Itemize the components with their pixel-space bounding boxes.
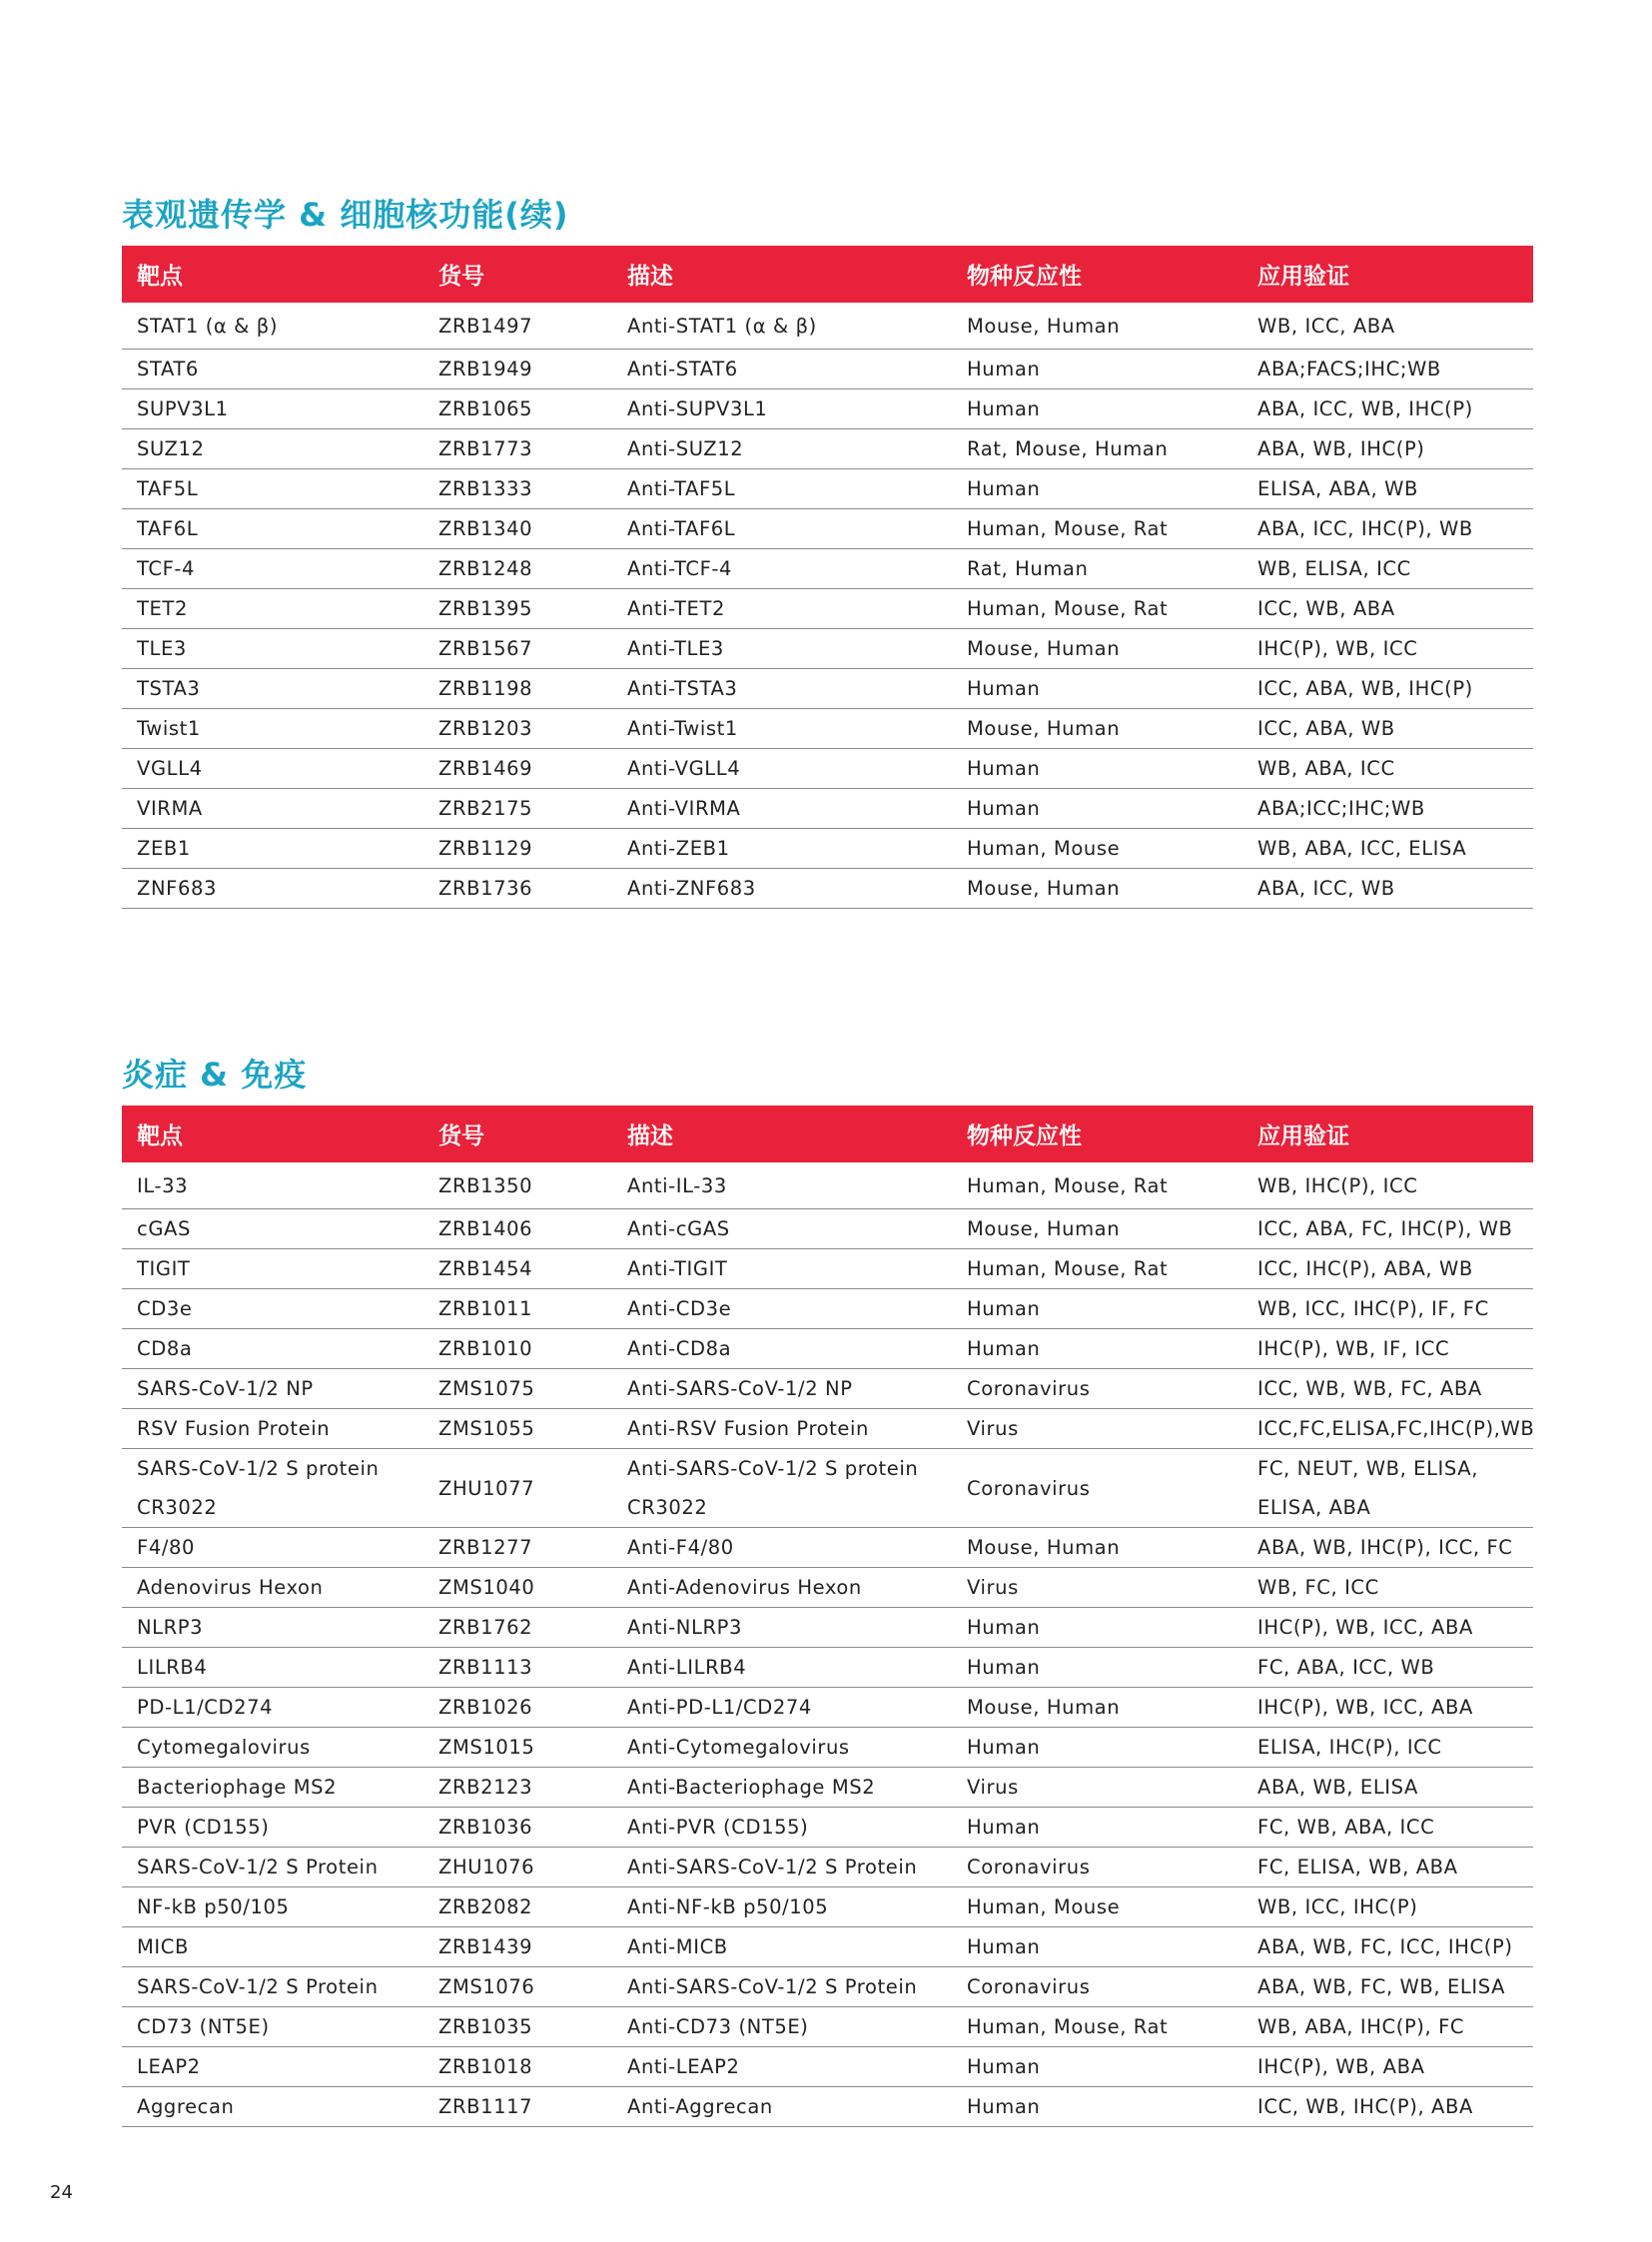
cell-target: LILRB4 bbox=[137, 1656, 208, 1679]
cell-species-reactivity: Mouse, Human bbox=[967, 877, 1121, 900]
cell-species-reactivity: Human bbox=[967, 1816, 1041, 1839]
cell-description: Anti-STAT1 (α & β) bbox=[627, 314, 817, 338]
header-catalog-number: 货号 bbox=[423, 246, 612, 303]
cell-target: NF-kB p50/105 bbox=[137, 1895, 290, 1918]
table-row bbox=[122, 429, 1533, 469]
section-title: 炎症 & 免疫 bbox=[122, 1056, 308, 1094]
cell-description: Anti-TAF5L bbox=[627, 477, 736, 500]
cell-applications: ABA, ICC, IHC(P), WB bbox=[1257, 517, 1473, 540]
cell-catalog-number: ZRB1036 bbox=[438, 1816, 533, 1839]
cell-catalog-number: ZRB1129 bbox=[438, 837, 533, 860]
cell-species-reactivity: Mouse, Human bbox=[967, 717, 1121, 740]
cell-species-reactivity: Mouse, Human bbox=[967, 1696, 1121, 1719]
cell-applications: ABA, WB, FC, ICC, IHC(P) bbox=[1257, 1935, 1513, 1958]
cell-catalog-number: ZRB1011 bbox=[438, 1297, 533, 1320]
cell-line: CR3022 bbox=[627, 1496, 708, 1519]
cell-description: Anti-Cytomegalovirus bbox=[627, 1736, 850, 1759]
cell-species-reactivity: Mouse, Human bbox=[967, 314, 1121, 338]
cell-species-reactivity: Coronavirus bbox=[967, 1476, 1091, 1500]
cell-species-reactivity: Mouse, Human bbox=[967, 1536, 1121, 1559]
cell-description: Anti-TIGIT bbox=[627, 1257, 728, 1280]
cell-target: TLE3 bbox=[137, 637, 187, 660]
cell-target: CD3e bbox=[137, 1297, 193, 1320]
cell-species-reactivity: Human, Mouse bbox=[967, 1895, 1121, 1918]
cell-line: CR3022 bbox=[137, 1496, 218, 1519]
table-row bbox=[122, 509, 1533, 549]
header-target: 靶点 bbox=[122, 1106, 423, 1162]
cell-applications: ABA, WB, IHC(P) bbox=[1257, 437, 1425, 460]
cell-target: LEAP2 bbox=[137, 2055, 201, 2078]
cell-target: NLRP3 bbox=[137, 1616, 204, 1639]
cell-catalog-number: ZRB1010 bbox=[438, 1337, 533, 1360]
cell-catalog-number: ZRB1736 bbox=[438, 877, 533, 900]
cell-description: Anti-SARS-CoV-1/2 S Protein bbox=[627, 1975, 918, 1998]
cell-catalog-number: ZRB1026 bbox=[438, 1696, 533, 1719]
cell-catalog-number: ZRB1065 bbox=[438, 397, 533, 420]
cell-species-reactivity: Human, Mouse, Rat bbox=[967, 597, 1169, 620]
cell-species-reactivity: Human bbox=[967, 757, 1041, 780]
cell-applications: WB, ABA, ICC, ELISA bbox=[1257, 837, 1467, 860]
cell-applications: IHC(P), WB, ICC, ABA bbox=[1257, 1696, 1473, 1719]
cell-catalog-number: ZRB1567 bbox=[438, 637, 533, 660]
cell-catalog-number: ZRB1497 bbox=[438, 314, 533, 338]
cell-catalog-number: ZRB1117 bbox=[438, 2095, 533, 2118]
cell-description: Anti-SARS-CoV-1/2 S Protein bbox=[627, 1856, 918, 1878]
cell-target: VIRMA bbox=[137, 797, 203, 820]
cell-line: Anti-SARS-CoV-1/2 S protein bbox=[627, 1457, 919, 1480]
cell-species-reactivity: Human, Mouse, Rat bbox=[967, 2015, 1169, 2038]
cell-description: Anti-CD73 (NT5E) bbox=[627, 2015, 809, 2038]
header-description: 描述 bbox=[612, 1106, 952, 1162]
cell-description: Anti-IL-33 bbox=[627, 1173, 727, 1197]
cell-catalog-number: ZRB2082 bbox=[438, 1895, 533, 1918]
cell-catalog-number: ZRB1773 bbox=[438, 437, 533, 460]
cell-applications: ICC, WB, WB, FC, ABA bbox=[1257, 1377, 1482, 1400]
cell-description: Anti-LILRB4 bbox=[627, 1656, 747, 1679]
cell-species-reactivity: Virus bbox=[967, 1776, 1019, 1799]
cell-description: Anti-TCF-4 bbox=[627, 557, 733, 580]
cell-target: Adenovirus Hexon bbox=[137, 1576, 324, 1599]
cell-applications: FC, ELISA, WB, ABA bbox=[1257, 1856, 1458, 1878]
cell-species-reactivity: Human bbox=[967, 677, 1041, 700]
cell-description: Anti-TLE3 bbox=[627, 637, 724, 660]
cell-line: SARS-CoV-1/2 S protein bbox=[137, 1457, 380, 1480]
cell-description: Anti-PD-L1/CD274 bbox=[627, 1696, 812, 1719]
table-row bbox=[122, 1528, 1533, 1568]
cell-species-reactivity: Mouse, Human bbox=[967, 1217, 1121, 1240]
cell-target: ZNF683 bbox=[137, 877, 217, 900]
cell-target: PD-L1/CD274 bbox=[137, 1696, 274, 1719]
cell-target: Twist1 bbox=[137, 717, 201, 740]
cell-catalog-number: ZMS1076 bbox=[438, 1975, 535, 1998]
cell-catalog-number: ZRB1248 bbox=[438, 557, 533, 580]
cell-applications: WB, ABA, IHC(P), FC bbox=[1257, 2015, 1465, 2038]
cell-species-reactivity: Human, Mouse, Rat bbox=[967, 517, 1169, 540]
table-row bbox=[122, 1409, 1533, 1449]
cell-description: Anti-RSV Fusion Protein bbox=[627, 1417, 869, 1440]
cell-target: STAT1 (α & β) bbox=[137, 314, 279, 338]
table-row bbox=[122, 1568, 1533, 1608]
cell-description: Anti-ZNF683 bbox=[627, 877, 756, 900]
cell-description: Anti-TET2 bbox=[627, 597, 725, 620]
cell-target: TIGIT bbox=[137, 1257, 191, 1280]
table-row bbox=[122, 1249, 1533, 1289]
cell-applications: ABA, ICC, WB bbox=[1257, 877, 1395, 900]
page-number: 24 bbox=[50, 2182, 73, 2203]
cell-catalog-number: ZRB1203 bbox=[438, 717, 533, 740]
cell-target: SUPV3L1 bbox=[137, 397, 229, 420]
cell-applications: ICC, WB, IHC(P), ABA bbox=[1257, 2095, 1473, 2118]
cell-applications bbox=[1242, 1449, 1533, 1528]
cell-species-reactivity: Human bbox=[967, 1337, 1041, 1360]
table-row bbox=[122, 1808, 1533, 1848]
cell-target: SARS-CoV-1/2 S Protein bbox=[137, 1975, 379, 1998]
cell-description: Anti-SARS-CoV-1/2 NP bbox=[627, 1377, 853, 1400]
cell-applications: IHC(P), WB, IF, ICC bbox=[1257, 1337, 1450, 1360]
cell-species-reactivity: Virus bbox=[967, 1417, 1019, 1440]
cell-species-reactivity: Human bbox=[967, 1616, 1041, 1639]
cell-description: Anti-Bacteriophage MS2 bbox=[627, 1776, 876, 1799]
cell-applications: WB, ICC, IHC(P), IF, FC bbox=[1257, 1297, 1489, 1320]
cell-catalog-number: ZRB1333 bbox=[438, 477, 533, 500]
cell-description: Anti-F4/80 bbox=[627, 1536, 734, 1559]
cell-applications: ELISA, IHC(P), ICC bbox=[1257, 1736, 1442, 1759]
table-row bbox=[122, 1162, 1533, 1209]
table-row bbox=[122, 749, 1533, 789]
cell-applications: WB, FC, ICC bbox=[1257, 1576, 1379, 1599]
table-row bbox=[122, 709, 1533, 749]
table-row bbox=[122, 1688, 1533, 1728]
table-row bbox=[122, 549, 1533, 589]
cell-species-reactivity: Human bbox=[967, 797, 1041, 820]
table-row bbox=[122, 789, 1533, 829]
cell-applications: WB, ICC, ABA bbox=[1257, 314, 1395, 338]
cell-applications: ICC, ABA, WB bbox=[1257, 717, 1395, 740]
cell-applications: ABA, ICC, WB, IHC(P) bbox=[1257, 397, 1473, 420]
cell-catalog-number: ZMS1075 bbox=[438, 1377, 535, 1400]
cell-catalog-number: ZHU1077 bbox=[438, 1476, 535, 1500]
cell-species-reactivity: Human bbox=[967, 1736, 1041, 1759]
cell-catalog-number: ZHU1076 bbox=[438, 1856, 535, 1878]
section-title: 表观遗传学 & 细胞核功能(续) bbox=[122, 196, 569, 234]
cell-target: F4/80 bbox=[137, 1536, 196, 1559]
cell-target: cGAS bbox=[137, 1217, 191, 1240]
cell-applications: ICC, WB, ABA bbox=[1257, 597, 1395, 620]
cell-species-reactivity: Human, Mouse, Rat bbox=[967, 1257, 1169, 1280]
table-row bbox=[122, 669, 1533, 709]
cell-description: Anti-ZEB1 bbox=[627, 837, 730, 860]
cell-applications: ICC,FC,ELISA,FC,IHC(P),WB bbox=[1257, 1417, 1535, 1440]
cell-target: VGLL4 bbox=[137, 757, 203, 780]
table-row bbox=[122, 1927, 1533, 1967]
cell-species-reactivity: Human, Mouse, Rat bbox=[967, 1173, 1169, 1197]
table-row bbox=[122, 2047, 1533, 2087]
cell-description: Anti-STAT6 bbox=[627, 358, 738, 380]
cell-species-reactivity: Rat, Human bbox=[967, 557, 1089, 580]
cell-target: Bacteriophage MS2 bbox=[137, 1776, 338, 1799]
cell-catalog-number: ZMS1040 bbox=[438, 1576, 535, 1599]
cell-description: Anti-PVR (CD155) bbox=[627, 1816, 809, 1839]
cell-description: Anti-NLRP3 bbox=[627, 1616, 742, 1639]
cell-applications: ICC, ABA, FC, IHC(P), WB bbox=[1257, 1217, 1513, 1240]
table-row bbox=[122, 1329, 1533, 1369]
table-row bbox=[122, 1369, 1533, 1409]
table-row bbox=[122, 1209, 1533, 1249]
cell-applications: ICC, ABA, WB, IHC(P) bbox=[1257, 677, 1473, 700]
cell-catalog-number: ZRB1350 bbox=[438, 1173, 533, 1197]
cell-applications: IHC(P), WB, ICC, ABA bbox=[1257, 1616, 1473, 1639]
cell-applications: ICC, IHC(P), ABA, WB bbox=[1257, 1257, 1473, 1280]
cell-description: Anti-SUZ12 bbox=[627, 437, 744, 460]
cell-description: Anti-MICB bbox=[627, 1935, 728, 1958]
cell-applications: IHC(P), WB, ABA bbox=[1257, 2055, 1425, 2078]
cell-applications: FC, WB, ABA, ICC bbox=[1257, 1816, 1435, 1839]
cell-target: RSV Fusion Protein bbox=[137, 1417, 331, 1440]
table-row bbox=[122, 1887, 1533, 1927]
header-catalog-number: 货号 bbox=[423, 1106, 612, 1162]
cell-catalog-number: ZRB1198 bbox=[438, 677, 533, 700]
cell-target: Cytomegalovirus bbox=[137, 1736, 311, 1759]
cell-catalog-number: ZRB2175 bbox=[438, 797, 533, 820]
table-row bbox=[122, 303, 1533, 350]
cell-target bbox=[122, 1449, 423, 1528]
cell-target: ZEB1 bbox=[137, 837, 191, 860]
cell-species-reactivity: Coronavirus bbox=[967, 1377, 1091, 1400]
cell-applications: FC, ABA, ICC, WB bbox=[1257, 1656, 1435, 1679]
cell-species-reactivity: Human bbox=[967, 477, 1041, 500]
product-table bbox=[122, 246, 1533, 909]
cell-description: Anti-TSTA3 bbox=[627, 677, 738, 700]
table-row bbox=[122, 629, 1533, 669]
cell-applications: ABA, WB, ELISA bbox=[1257, 1776, 1418, 1799]
cell-catalog-number: ZRB1340 bbox=[438, 517, 533, 540]
cell-target: SUZ12 bbox=[137, 437, 205, 460]
cell-target: CD8a bbox=[137, 1337, 193, 1360]
table-row bbox=[122, 869, 1533, 909]
table-row bbox=[122, 1608, 1533, 1648]
table-row bbox=[122, 350, 1533, 389]
cell-catalog-number: ZRB1395 bbox=[438, 597, 533, 620]
cell-description: Anti-Adenovirus Hexon bbox=[627, 1576, 862, 1599]
cell-target: IL-33 bbox=[137, 1173, 189, 1197]
cell-description: Anti-LEAP2 bbox=[627, 2055, 740, 2078]
cell-applications: ABA, WB, IHC(P), ICC, FC bbox=[1257, 1536, 1513, 1559]
cell-applications: WB, ELISA, ICC bbox=[1257, 557, 1411, 580]
cell-target: STAT6 bbox=[137, 358, 199, 380]
header-description: 描述 bbox=[612, 246, 952, 303]
cell-species-reactivity: Mouse, Human bbox=[967, 637, 1121, 660]
header-target: 靶点 bbox=[122, 246, 423, 303]
cell-catalog-number: ZRB1762 bbox=[438, 1616, 533, 1639]
cell-species-reactivity: Human bbox=[967, 2095, 1041, 2118]
cell-target: CD73 (NT5E) bbox=[137, 2015, 270, 2038]
cell-line: FC, NEUT, WB, ELISA, bbox=[1257, 1457, 1478, 1480]
cell-species-reactivity: Human bbox=[967, 1935, 1041, 1958]
cell-description: Anti-Twist1 bbox=[627, 717, 738, 740]
cell-species-reactivity: Virus bbox=[967, 1576, 1019, 1599]
cell-species-reactivity: Human bbox=[967, 358, 1041, 380]
cell-description: Anti-TAF6L bbox=[627, 517, 736, 540]
table-row bbox=[122, 1848, 1533, 1887]
header-applications: 应用验证 bbox=[1242, 1106, 1533, 1162]
table-row bbox=[122, 2087, 1533, 2127]
cell-target: SARS-CoV-1/2 S Protein bbox=[137, 1856, 379, 1878]
cell-target: TAF5L bbox=[137, 477, 199, 500]
cell-species-reactivity: Human bbox=[967, 1656, 1041, 1679]
cell-catalog-number: ZMS1015 bbox=[438, 1736, 535, 1759]
cell-catalog-number: ZRB2123 bbox=[438, 1776, 533, 1799]
cell-catalog-number: ZRB1949 bbox=[438, 358, 533, 380]
cell-catalog-number: ZRB1035 bbox=[438, 2015, 533, 2038]
cell-species-reactivity: Human bbox=[967, 2055, 1041, 2078]
cell-target: Aggrecan bbox=[137, 2095, 235, 2118]
cell-catalog-number: ZRB1277 bbox=[438, 1536, 533, 1559]
table-header-row bbox=[122, 1106, 1533, 1162]
table-row bbox=[122, 389, 1533, 429]
cell-applications: WB, IHC(P), ICC bbox=[1257, 1173, 1418, 1197]
header-species-reactivity: 物种反应性 bbox=[952, 1106, 1242, 1162]
table-row bbox=[122, 1648, 1533, 1688]
cell-target: PVR (CD155) bbox=[137, 1816, 270, 1839]
cell-line: ELISA, ABA bbox=[1257, 1496, 1371, 1519]
table-header-row bbox=[122, 246, 1533, 303]
cell-description: Anti-VIRMA bbox=[627, 797, 741, 820]
product-table bbox=[122, 1106, 1533, 2127]
cell-description: Anti-CD3e bbox=[627, 1297, 732, 1320]
cell-applications: IHC(P), WB, ICC bbox=[1257, 637, 1418, 660]
cell-applications: WB, ABA, ICC bbox=[1257, 757, 1395, 780]
cell-species-reactivity: Human, Mouse bbox=[967, 837, 1121, 860]
cell-description: Anti-SUPV3L1 bbox=[627, 397, 768, 420]
cell-species-reactivity: Human bbox=[967, 1297, 1041, 1320]
cell-applications: ELISA, ABA, WB bbox=[1257, 477, 1418, 500]
table-row bbox=[122, 1289, 1533, 1329]
cell-applications: WB, ICC, IHC(P) bbox=[1257, 1895, 1418, 1918]
cell-description: Anti-Aggrecan bbox=[627, 2095, 773, 2118]
table-row bbox=[122, 1728, 1533, 1768]
cell-applications: ABA;FACS;IHC;WB bbox=[1257, 358, 1441, 380]
cell-catalog-number: ZRB1454 bbox=[438, 1257, 533, 1280]
cell-applications: ABA;ICC;IHC;WB bbox=[1257, 797, 1425, 820]
cell-target: SARS-CoV-1/2 NP bbox=[137, 1377, 314, 1400]
cell-species-reactivity: Coronavirus bbox=[967, 1975, 1091, 1998]
table-row bbox=[122, 829, 1533, 869]
cell-catalog-number: ZRB1113 bbox=[438, 1656, 533, 1679]
cell-description: Anti-NF-kB p50/105 bbox=[627, 1895, 829, 1918]
cell-target: TSTA3 bbox=[137, 677, 201, 700]
cell-species-reactivity: Coronavirus bbox=[967, 1856, 1091, 1878]
cell-catalog-number: ZRB1469 bbox=[438, 757, 533, 780]
header-applications: 应用验证 bbox=[1242, 246, 1533, 303]
cell-catalog-number: ZMS1055 bbox=[438, 1417, 535, 1440]
cell-target: MICB bbox=[137, 1935, 189, 1958]
cell-catalog-number: ZRB1439 bbox=[438, 1935, 533, 1958]
cell-description: Anti-CD8a bbox=[627, 1337, 732, 1360]
cell-catalog-number: ZRB1018 bbox=[438, 2055, 533, 2078]
cell-description: Anti-cGAS bbox=[627, 1217, 730, 1240]
cell-target: TET2 bbox=[137, 597, 188, 620]
cell-target: TCF-4 bbox=[137, 557, 196, 580]
cell-description: Anti-VGLL4 bbox=[627, 757, 741, 780]
cell-target: TAF6L bbox=[137, 517, 199, 540]
cell-description bbox=[612, 1449, 952, 1528]
table-row bbox=[122, 1967, 1533, 2007]
cell-species-reactivity: Rat, Mouse, Human bbox=[967, 437, 1169, 460]
cell-catalog-number: ZRB1406 bbox=[438, 1217, 533, 1240]
table-row bbox=[122, 589, 1533, 629]
table-row bbox=[122, 2007, 1533, 2047]
cell-species-reactivity: Human bbox=[967, 397, 1041, 420]
cell-applications: ABA, WB, FC, WB, ELISA bbox=[1257, 1975, 1506, 1998]
table-row bbox=[122, 1768, 1533, 1808]
table-row bbox=[122, 1449, 1533, 1528]
table-row bbox=[122, 469, 1533, 509]
header-species-reactivity: 物种反应性 bbox=[952, 246, 1242, 303]
